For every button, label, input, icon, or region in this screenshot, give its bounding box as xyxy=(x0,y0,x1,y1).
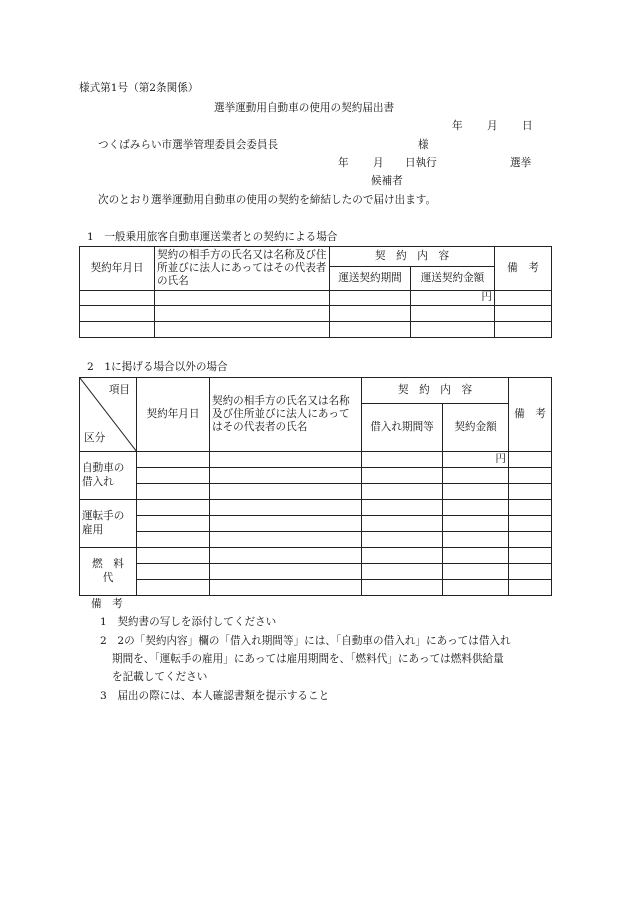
s2-cell[interactable] xyxy=(137,484,210,500)
s2-col-period: 借入れ期間等 xyxy=(362,404,443,452)
s2-cell[interactable] xyxy=(509,564,552,580)
s2-cell[interactable] xyxy=(362,532,443,548)
s2-cell[interactable] xyxy=(210,516,362,532)
section2-table xyxy=(79,377,552,596)
s2-cell[interactable] xyxy=(362,564,443,580)
notes-heading: 備 考 xyxy=(91,598,123,610)
table-row xyxy=(80,548,552,564)
s1-cell[interactable] xyxy=(411,322,495,338)
s2-col-content: 契 約 内 容 xyxy=(362,378,509,404)
s1-yen-cell[interactable]: 円 xyxy=(411,291,495,306)
s2-cell[interactable] xyxy=(137,468,210,484)
s1-col-remarks: 備 考 xyxy=(495,247,552,291)
s2-cell[interactable] xyxy=(362,580,443,596)
s2-cell[interactable] xyxy=(509,484,552,500)
table-row xyxy=(80,532,552,548)
form-number: 様式第1号（第2条関係） xyxy=(79,82,199,94)
s1-cell[interactable] xyxy=(495,306,552,322)
document-title: 選挙運動用自動車の使用の契約届出書 xyxy=(214,102,395,114)
s1-cell[interactable] xyxy=(80,291,155,306)
table-row xyxy=(80,564,552,580)
s2-col-date: 契約年月日 xyxy=(137,378,210,452)
honorific: 様 xyxy=(418,139,429,151)
s1-cell[interactable] xyxy=(330,322,411,338)
s2-cell[interactable] xyxy=(362,452,443,468)
s2-cell[interactable] xyxy=(210,564,362,580)
s1-col-period: 運送契約期間 xyxy=(330,267,411,291)
table-row xyxy=(80,306,552,322)
s2-cell[interactable] xyxy=(509,580,552,596)
s2-cell[interactable] xyxy=(443,548,509,564)
table-row xyxy=(80,322,552,338)
date-month-label: 月 xyxy=(487,120,498,132)
section2-heading: 2 1に掲げる場合以外の場合 xyxy=(87,361,228,373)
note-3: 3 届出の際には、本人確認書類を提示すること xyxy=(100,690,330,702)
section1-table xyxy=(79,246,552,338)
s2-cell[interactable] xyxy=(137,580,210,596)
s2-row-driver: 運転手の雇用 xyxy=(80,500,137,548)
s2-cell[interactable] xyxy=(137,500,210,516)
s1-cell[interactable] xyxy=(155,306,330,322)
s2-cell[interactable] xyxy=(362,548,443,564)
section1-heading: 1 一般乗用旅客自動車運送業者との契約による場合 xyxy=(87,231,338,243)
s1-cell[interactable] xyxy=(495,322,552,338)
note-2b: 期間を、「運転手の雇用」にあっては雇用期間を、「燃料代」にあっては燃料供給量 xyxy=(112,653,504,665)
s2-yen-cell[interactable]: 円 xyxy=(443,452,509,468)
intro-text: 次のとおり選挙運動用自動車の使用の契約を締結したので届け出ます。 xyxy=(98,194,437,206)
s2-cell[interactable] xyxy=(210,452,362,468)
table-row xyxy=(80,580,552,596)
s2-cell[interactable] xyxy=(210,500,362,516)
s2-cell[interactable] xyxy=(443,468,509,484)
s2-cell[interactable] xyxy=(362,484,443,500)
date-year-label: 年 xyxy=(452,120,463,132)
s2-cell[interactable] xyxy=(137,532,210,548)
s2-cell[interactable] xyxy=(210,484,362,500)
s2-cell[interactable] xyxy=(509,548,552,564)
s2-cell[interactable] xyxy=(509,452,552,468)
election-label: 選挙 xyxy=(510,157,532,169)
s2-col-party: 契約の相手方の氏名又は名称及び住所並びに法人にあってはその代表者の氏名 xyxy=(210,378,362,452)
s2-cell[interactable] xyxy=(509,516,552,532)
s1-col-date: 契約年月日 xyxy=(80,247,155,291)
s2-cell[interactable] xyxy=(137,516,210,532)
s2-cell[interactable] xyxy=(137,564,210,580)
s1-col-amount: 運送契約金額 xyxy=(411,267,495,291)
s2-cell[interactable] xyxy=(210,548,362,564)
s1-cell[interactable] xyxy=(80,322,155,338)
s2-cell[interactable] xyxy=(362,500,443,516)
s2-cell[interactable] xyxy=(137,548,210,564)
table-row xyxy=(80,291,552,306)
s2-cell[interactable] xyxy=(210,468,362,484)
s2-cell[interactable] xyxy=(443,564,509,580)
table-row xyxy=(80,516,552,532)
table-row xyxy=(80,452,552,468)
s1-cell[interactable] xyxy=(330,291,411,306)
note-1: 1 契約書の写しを添付してください xyxy=(100,616,277,628)
s1-cell[interactable] xyxy=(495,291,552,306)
s2-cell[interactable] xyxy=(509,532,552,548)
election-day-label: 日執行 xyxy=(405,157,437,169)
s1-col-content: 契 約 内 容 xyxy=(330,247,495,267)
s2-col-remarks: 備 考 xyxy=(509,378,552,452)
s2-cell[interactable] xyxy=(210,580,362,596)
note-2c: を記載してください xyxy=(112,671,208,683)
s2-cell[interactable] xyxy=(362,468,443,484)
s2-diag-class: 区分 xyxy=(84,431,106,444)
table-row xyxy=(80,484,552,500)
candidate-label: 候補者 xyxy=(371,175,403,187)
s2-row-car: 自動車の借入れ xyxy=(80,452,137,500)
s1-col-party: 契約の相手方の氏名又は名称及び住所並びに法人にあってはその代表者の氏名 xyxy=(155,247,330,291)
s2-cell[interactable] xyxy=(362,516,443,532)
s1-cell[interactable] xyxy=(80,306,155,322)
s2-diagonal-header xyxy=(80,378,137,452)
election-month-label: 月 xyxy=(373,157,384,169)
table-row xyxy=(80,468,552,484)
s2-cell[interactable] xyxy=(210,532,362,548)
note-2a: 2 2の「契約内容」欄の「借入れ期間等」には、「自動車の借入れ」にあっては借入れ xyxy=(100,635,511,647)
s1-cell[interactable] xyxy=(411,306,495,322)
election-year-label: 年 xyxy=(338,157,349,169)
s2-col-amount: 契約金額 xyxy=(443,404,509,452)
s2-cell[interactable] xyxy=(443,532,509,548)
s2-row-fuel: 燃 料 代 xyxy=(80,548,137,596)
s2-cell[interactable] xyxy=(137,452,210,468)
s2-cell[interactable] xyxy=(443,580,509,596)
s2-cell[interactable] xyxy=(443,516,509,532)
date-day-label: 日 xyxy=(522,120,533,132)
s2-cell[interactable] xyxy=(443,500,509,516)
addressee: つくばみらい市選挙管理委員会委員長 xyxy=(98,139,279,151)
s2-cell[interactable] xyxy=(443,484,509,500)
s1-cell[interactable] xyxy=(155,322,330,338)
s1-cell[interactable] xyxy=(155,291,330,306)
s2-cell[interactable] xyxy=(509,468,552,484)
s2-diag-item: 項目 xyxy=(108,384,130,396)
s2-cell[interactable] xyxy=(509,500,552,516)
table-row xyxy=(80,500,552,516)
s1-cell[interactable] xyxy=(330,306,411,322)
